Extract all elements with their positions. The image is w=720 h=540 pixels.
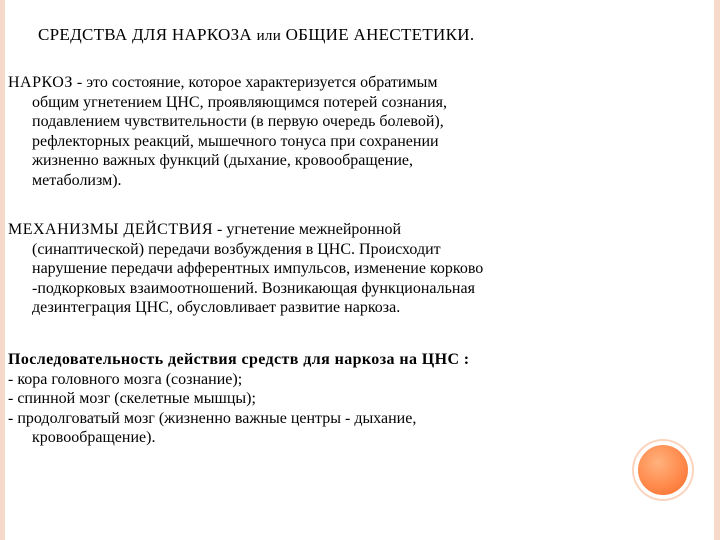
narkoz-line-4: рефлекторных реакций, мышечного тонуса при сохранении <box>32 132 439 150</box>
slide-title <box>38 25 474 45</box>
narkoz-term: НАРКОЗ <box>8 74 73 91</box>
narkoz-line-3: подавлением чувствительности (в первую очередь болевой), <box>32 113 444 130</box>
narkoz-line-6: метаболизм). <box>32 171 122 189</box>
mechanisms-section <box>8 220 708 318</box>
mechanisms-text-1: - угнетение межнейронной <box>213 221 402 238</box>
narkoz-line-5: жизненно важных функций (дыхание, кровообращение, <box>32 152 413 169</box>
sequence-item-2: - спинной мозг (скелетные мышцы); <box>8 390 256 407</box>
orange-circle-decoration <box>638 445 688 495</box>
sequence-heading: Последовательность действия средств для наркоза на ЦНС : <box>8 351 470 368</box>
narkoz-line-1 <box>8 73 708 93</box>
sequence-item-3: - продолговатый мозг (жизненно важные центры - дыхание, <box>8 409 417 427</box>
right-border-decoration <box>714 0 720 540</box>
narkoz-text-1: - это состояние, которое характеризуется обратимым <box>72 74 438 91</box>
mechanisms-line-3: нарушение передачи афферентных импульсов, изменение корково <box>32 260 484 277</box>
title-part-2: или <box>256 28 282 44</box>
narkoz-definition <box>8 73 708 190</box>
mechanisms-line-1 <box>8 220 708 240</box>
mechanisms-term: МЕХАНИЗМЫ ДЕЙСТВИЯ <box>8 221 213 238</box>
title-part-3: ОБЩИЕ АНЕСТЕТИКИ. <box>285 25 475 44</box>
mechanisms-line-4: -подкорковых взаимоотношений. Возникающая функциональная <box>32 279 475 297</box>
sequence-item-3-cont: кровообращение). <box>32 429 156 446</box>
narkoz-line-2: общим угнетением ЦНС, проявляющимся потерей сознания, <box>32 93 448 111</box>
left-border-decoration <box>0 0 5 540</box>
mechanisms-line-5: дезинтеграция ЦНС, обусловливает развитие наркоза. <box>32 299 401 316</box>
sequence-section <box>8 350 708 448</box>
sequence-item-1: - кора головного мозга (сознание); <box>8 370 243 388</box>
mechanisms-line-2: (синаптической) передачи возбуждения в ЦНС. Происходит <box>32 240 441 258</box>
title-part-1: СРЕДСТВА ДЛЯ НАРКОЗА <box>38 25 253 44</box>
